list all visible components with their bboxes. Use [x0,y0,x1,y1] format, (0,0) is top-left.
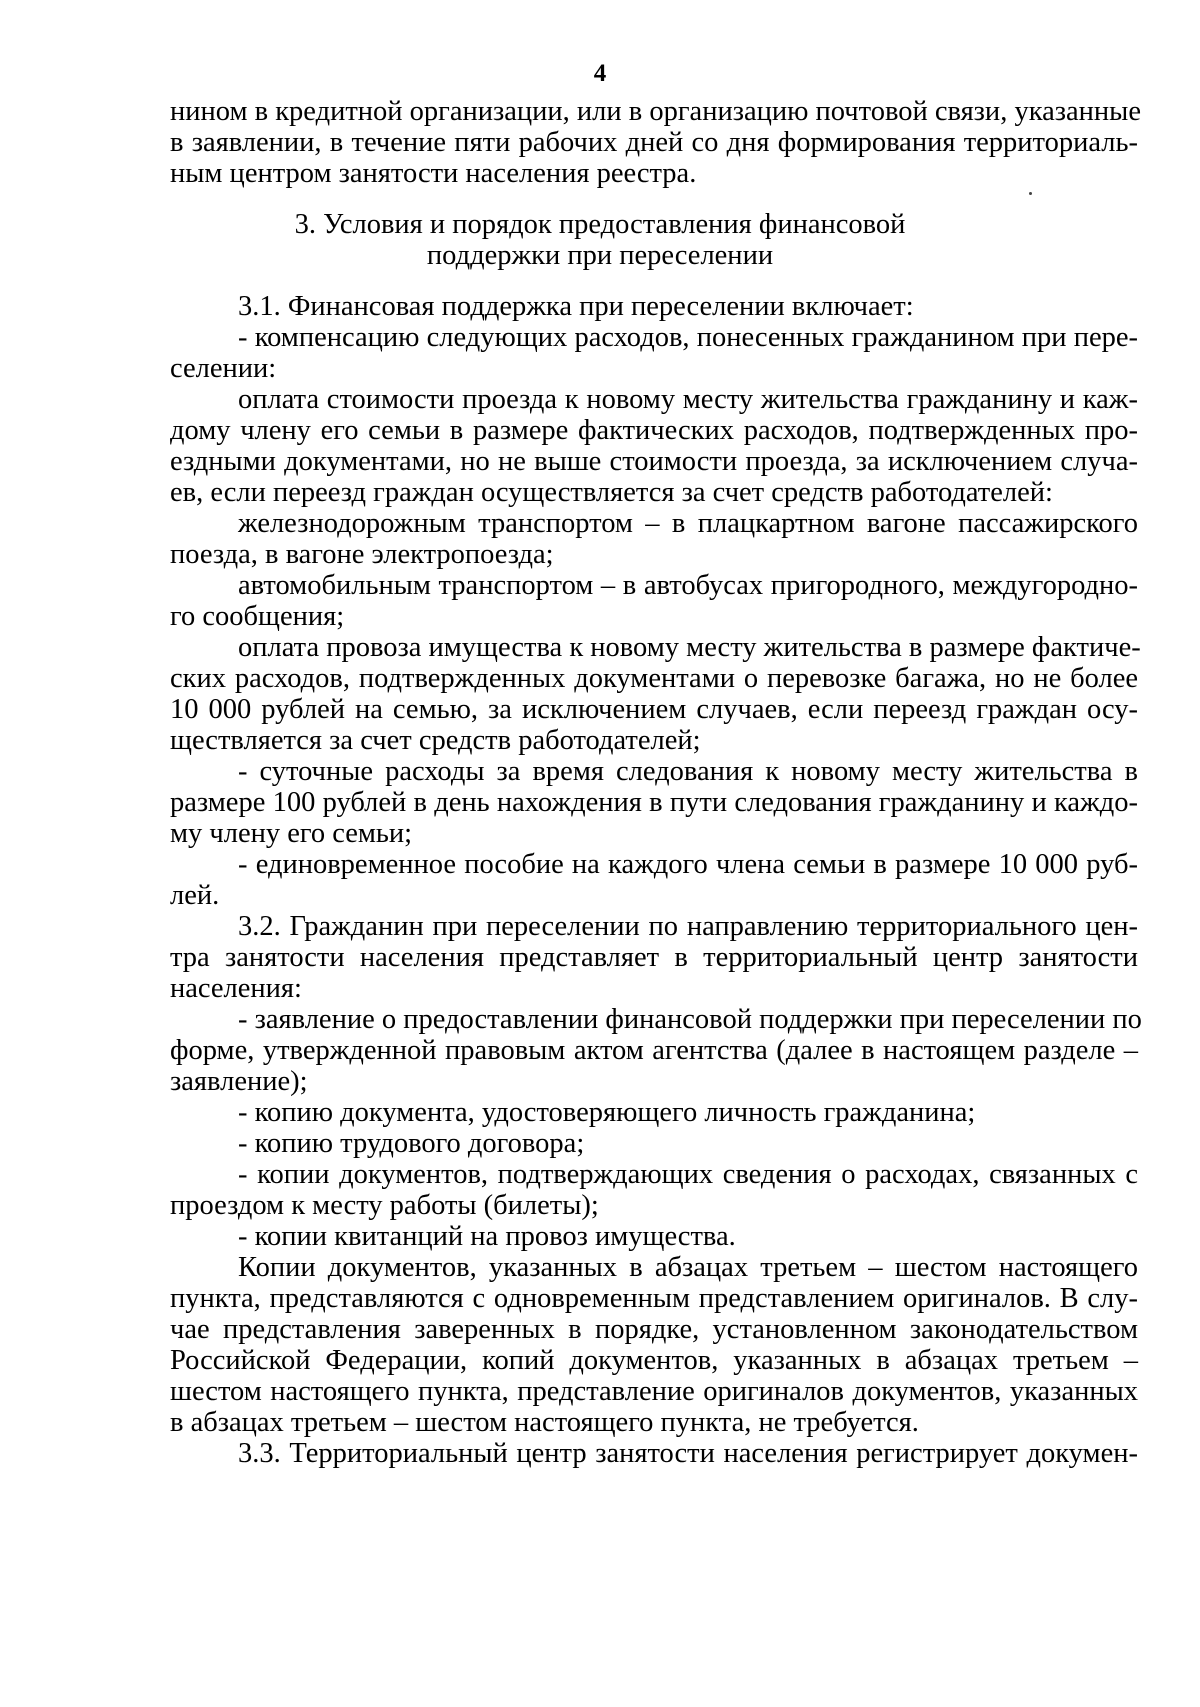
text-line: форме, утвержденной правовым актом агентства (далее в настоящем разделе – [170,1035,1138,1066]
text-line: 3.3. Территориальный центр занятости населения регистрирует докумен- [238,1438,1138,1469]
text-line: 10 000 рублей на семью, за исключением случаев, если переезд граждан осу- [170,694,1138,725]
text-line: - заявление о предоставлении финансовой поддержки при переселении по [238,1004,1142,1035]
text-line: заявление); [170,1066,308,1097]
text-line: автомобильным транспортом – в автобусах пригородного, междугородно- [238,570,1138,601]
text-line: - единовременное пособие на каждого члена семьи в размере 10 000 руб- [238,849,1138,880]
text-line: - копии квитанций на провоз имущества. [238,1221,736,1252]
text-line: му члену его семьи; [170,818,413,849]
text-line: ев, если переезд граждан осуществляется за счет средств работодателей: [170,477,1053,508]
text-line: поезда, в вагоне электропоезда; [170,539,554,570]
text-line: чае представления заверенных в порядке, установленном законодательством [170,1314,1138,1345]
text-line: - компенсацию следующих расходов, понесенных гражданином при пере- [238,322,1138,353]
text-line: - копии документов, подтверждающих сведения о расходах, связанных с [238,1159,1138,1190]
text-line: ездными документами, но не выше стоимости проезда, за исключением случа- [170,446,1138,477]
text-line: ществляется за счет средств работодателей; [170,725,701,756]
text-line: тра занятости населения представляет в территориальный центр занятости [170,942,1138,973]
text-line: железнодорожным транспортом – в плацкартном вагоне пассажирского [238,508,1138,539]
text-line: Российской Федерации, копий документов, указанных в абзацах третьем – [170,1345,1138,1376]
text-line: лей. [170,880,220,911]
section-heading: 3. Условия и порядок предоставления финансовой [294,209,906,240]
text-line: проездом к месту работы (билеты); [170,1190,599,1221]
page-number: 4 [593,60,607,87]
section-heading: поддержки при переселении [426,240,774,271]
text-line: в абзацах третьем – шестом настоящего пункта, не требуется. [170,1407,919,1438]
text-line: нином в кредитной организации, или в организацию почтовой связи, указанные [170,96,1141,127]
text-line: размере 100 рублей в день нахождения в пути следования гражданину и каждо- [170,787,1138,818]
text-line: оплата провоза имущества к новому месту жительства в размере фактиче- [238,632,1141,663]
text-line: в заявлении, в течение пяти рабочих дней со дня формирования территориаль- [170,127,1138,158]
text-line: - копию трудового договора; [238,1128,585,1159]
text-line: пункта, представляются с одновременным представлением оригиналов. В слу- [170,1283,1138,1314]
text-line: - суточные расходы за время следования к новому месту жительства в [238,756,1138,787]
text-line: шестом настоящего пункта, представление оригиналов документов, указанных [170,1376,1138,1407]
text-line: го сообщения; [170,601,345,632]
scan-speck [1029,192,1032,195]
text-line: селении: [170,353,277,384]
text-line: Копии документов, указанных в абзацах третьем – шестом настоящего [238,1252,1138,1283]
text-line: 3.1. Финансовая поддержка при переселении включает: [238,291,914,322]
text-line: оплата стоимости проезда к новому месту жительства гражданину и каж- [238,384,1138,415]
text-line: дому члену его семьи в размере фактических расходов, подтвержденных про- [170,415,1138,446]
text-line: - копию документа, удостоверяющего личность гражданина; [238,1097,976,1128]
text-line: населения: [170,973,302,1004]
text-line: 3.2. Гражданин при переселении по направлению территориального цен- [238,911,1138,942]
text-line: ным центром занятости населения реестра. [170,158,697,189]
text-line: ских расходов, подтвержденных документами о перевозке багажа, но не более [170,663,1138,694]
